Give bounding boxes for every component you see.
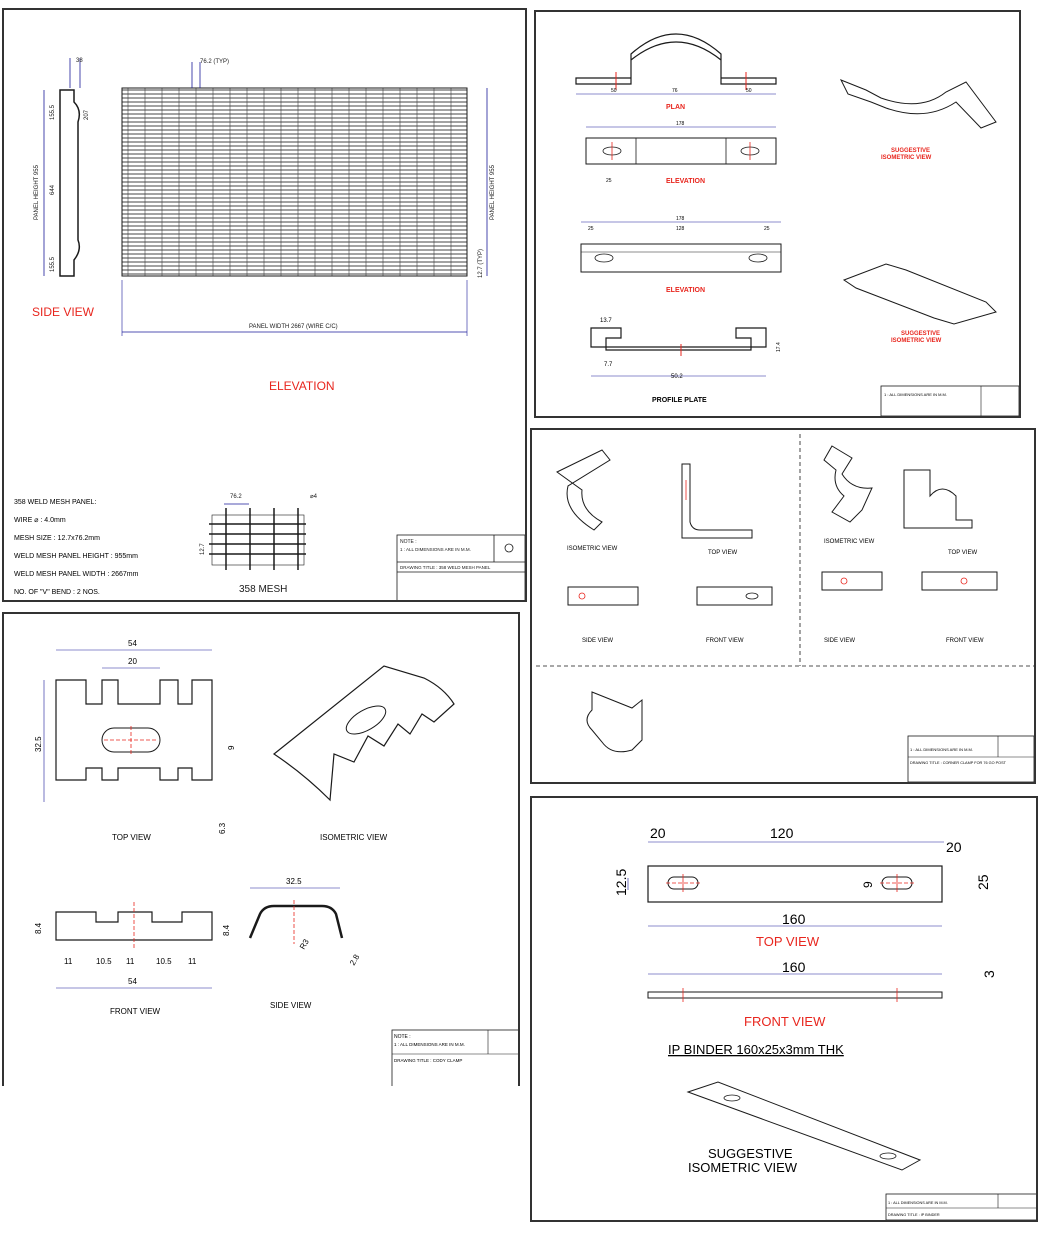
svg-text:FRONT VIEW: FRONT VIEW: [946, 638, 984, 644]
svg-text:20: 20: [650, 825, 666, 841]
front-view-dimensions: [64, 957, 197, 966]
svg-text:76: 76: [672, 88, 678, 94]
svg-text:R3: R3: [297, 937, 311, 951]
svg-text:3: 3: [981, 970, 997, 978]
corner-clamp-drawing: [532, 430, 1036, 784]
svg-text:178: 178: [676, 121, 685, 127]
dim-155-top: 155.5: [50, 104, 56, 120]
svg-text:7.7: 7.7: [604, 362, 613, 368]
front-dim-label: 11: [126, 957, 135, 966]
svg-text:2.8: 2.8: [347, 952, 362, 967]
svg-text:54: 54: [128, 977, 137, 986]
svg-text:1 : ALL DIMENSIONS ARE IN M.M.: 1 : ALL DIMENSIONS ARE IN M.M.: [910, 747, 973, 752]
svg-text:160: 160: [782, 959, 806, 975]
svg-text:9: 9: [227, 745, 236, 750]
spec-line: MESH SIZE : 12.7x76.2mm: [14, 535, 100, 542]
iso-label-1-line2: ISOMETRIC VIEW: [881, 155, 932, 161]
drawing-sheet-corner-clamp: [530, 428, 1036, 784]
ip-iso-label-line1: SUGGESTIVE: [708, 1146, 793, 1161]
dim-panel-height-left: PANEL HEIGHT 955: [34, 165, 40, 220]
elevation-1-label: ELEVATION: [666, 178, 706, 185]
svg-text:ISOMETRIC VIEW: ISOMETRIC VIEW: [891, 338, 942, 344]
svg-text:25: 25: [764, 226, 770, 232]
weld-mesh-drawing: [4, 10, 527, 602]
svg-text:NOTE :: NOTE :: [394, 1034, 411, 1040]
svg-text:76.2: 76.2: [230, 494, 242, 500]
cody-side-view-label: SIDE VIEW: [270, 1001, 312, 1010]
svg-text:12.7: 12.7: [200, 543, 206, 555]
spec-line: 358 WELD MESH PANEL:: [14, 499, 97, 506]
svg-text:54: 54: [128, 639, 137, 648]
svg-text:1 : ALL DIMENSIONS ARE IN M.M.: 1 : ALL DIMENSIONS ARE IN M.M.: [400, 547, 471, 552]
svg-text:DRAWING TITLE : CORNER CLAMP F: DRAWING TITLE : CORNER CLAMP FOR 76 GO POST: [910, 761, 1006, 765]
svg-text:TOP VIEW: TOP VIEW: [708, 550, 738, 556]
ip-iso-label-line2: ISOMETRIC VIEW: [688, 1160, 798, 1175]
front-dim-label: 10.5: [156, 957, 172, 966]
cody-front-view-label: FRONT VIEW: [110, 1007, 161, 1016]
profile-plate-drawing: [536, 12, 1021, 418]
svg-text:8.4: 8.4: [34, 922, 43, 934]
dim-207: 207: [84, 109, 90, 120]
cody-iso-view-label: ISOMETRIC VIEW: [320, 833, 388, 842]
dim-155-bottom: 155.5: [50, 256, 56, 272]
iso-label-1-line1: SUGGESTIVE: [891, 148, 931, 154]
svg-text:SUGGESTIVE: SUGGESTIVE: [901, 331, 941, 337]
svg-text:120: 120: [770, 825, 794, 841]
dim-76-typ: 76.2 (TYP): [200, 59, 230, 65]
svg-text:50: 50: [611, 88, 617, 94]
front-dim-label: 11: [188, 957, 197, 966]
dim-12-typ: 12.7 (TYP): [478, 248, 484, 278]
profile-plate-label: PROFILE PLATE: [652, 397, 707, 404]
svg-text:8.4: 8.4: [222, 924, 231, 936]
svg-text:1 : ALL DIMENSIONS ARE IN M.M.: 1 : ALL DIMENSIONS ARE IN M.M.: [888, 1201, 948, 1205]
spec-line: WELD MESH PANEL WIDTH : 2667mm: [14, 571, 139, 578]
drawing-sheet-ip-binder: [530, 796, 1038, 1222]
mesh-panel-grid: [122, 88, 467, 276]
svg-text:⌀4: ⌀4: [310, 494, 317, 500]
svg-text:17.4: 17.4: [776, 342, 782, 352]
svg-text:9: 9: [861, 881, 875, 888]
svg-text:178: 178: [676, 216, 685, 222]
svg-text:DRAWING TITLE : 358 WELD MESH: DRAWING TITLE : 358 WELD MESH PANEL: [400, 565, 491, 570]
projection-symbol-icon: [505, 544, 513, 552]
ip-binder-drawing: [532, 798, 1038, 1222]
svg-text:SIDE VIEW: SIDE VIEW: [824, 638, 856, 644]
svg-text:SIDE VIEW: SIDE VIEW: [582, 638, 614, 644]
svg-text:ISOMETRIC VIEW: ISOMETRIC VIEW: [567, 546, 618, 552]
svg-text:1 : ALL DIMENSIONS ARE IN M.M.: 1 : ALL DIMENSIONS ARE IN M.M.: [884, 392, 947, 397]
svg-text:128: 128: [676, 226, 685, 232]
dim-panel-height-right: PANEL HEIGHT 955: [490, 165, 496, 220]
svg-text:32.5: 32.5: [34, 736, 43, 752]
svg-text:NOTE :: NOTE :: [400, 539, 417, 545]
svg-text:20: 20: [128, 657, 137, 666]
spec-line: NO. OF "V" BEND : 2 NOS.: [14, 589, 100, 596]
spec-line: WIRE ⌀ : 4.0mm: [14, 517, 66, 524]
svg-text:DRAWING TITLE : CODY CLAMP: DRAWING TITLE : CODY CLAMP: [394, 1058, 463, 1063]
mesh-detail: [200, 494, 318, 595]
spec-line: WELD MESH PANEL HEIGHT : 955mm: [14, 553, 138, 560]
dim-38: 38: [76, 58, 83, 64]
dim-644: 644: [50, 184, 56, 195]
svg-text:20: 20: [946, 839, 962, 855]
ip-front-view-label: FRONT VIEW: [744, 1014, 826, 1029]
svg-text:12.5: 12.5: [613, 868, 629, 896]
elevation-label: ELEVATION: [269, 379, 335, 393]
svg-text:32.5: 32.5: [286, 877, 302, 886]
drawing-sheet-profile-plate: [534, 10, 1021, 418]
side-view-label: SIDE VIEW: [32, 305, 95, 319]
plan-label: PLAN: [666, 104, 686, 111]
svg-text:TOP VIEW: TOP VIEW: [948, 550, 978, 556]
svg-text:50.2: 50.2: [671, 374, 683, 380]
svg-text:13.7: 13.7: [600, 318, 612, 324]
svg-text:50: 50: [746, 88, 752, 94]
cody-top-view-label: TOP VIEW: [112, 833, 151, 842]
svg-text:ISOMETRIC VIEW: ISOMETRIC VIEW: [824, 539, 875, 545]
dim-panel-width: PANEL WIDTH 2667 (WIRE C/C): [249, 324, 338, 330]
ip-top-view-label: TOP VIEW: [756, 934, 820, 949]
svg-text:DRAWING TITLE : IP BINDER: DRAWING TITLE : IP BINDER: [888, 1213, 940, 1217]
title-block: [397, 535, 525, 601]
drawing-sheet-weld-mesh-panel: [2, 8, 527, 602]
svg-text:25: 25: [975, 874, 991, 890]
front-dim-label: 11: [64, 957, 73, 966]
svg-text:FRONT VIEW: FRONT VIEW: [706, 638, 744, 644]
svg-text:160: 160: [782, 911, 806, 927]
drawing-sheet-cody-clamp: [2, 612, 520, 1086]
svg-text:1 : ALL DIMENSIONS ARE IN M.M.: 1 : ALL DIMENSIONS ARE IN M.M.: [394, 1042, 465, 1047]
svg-text:6.3: 6.3: [218, 822, 227, 834]
svg-text:25: 25: [606, 178, 612, 184]
svg-text:25: 25: [588, 226, 594, 232]
front-dim-label: 10.5: [96, 957, 112, 966]
ip-binder-title: IP BINDER 160x25x3mm THK: [668, 1042, 844, 1057]
elevation-2-label: ELEVATION: [666, 287, 706, 294]
panel-spec-list: [14, 499, 139, 596]
cody-clamp-drawing: [4, 614, 520, 1086]
side-view-profile: [60, 90, 79, 276]
mesh-label: 358 MESH: [239, 584, 288, 595]
